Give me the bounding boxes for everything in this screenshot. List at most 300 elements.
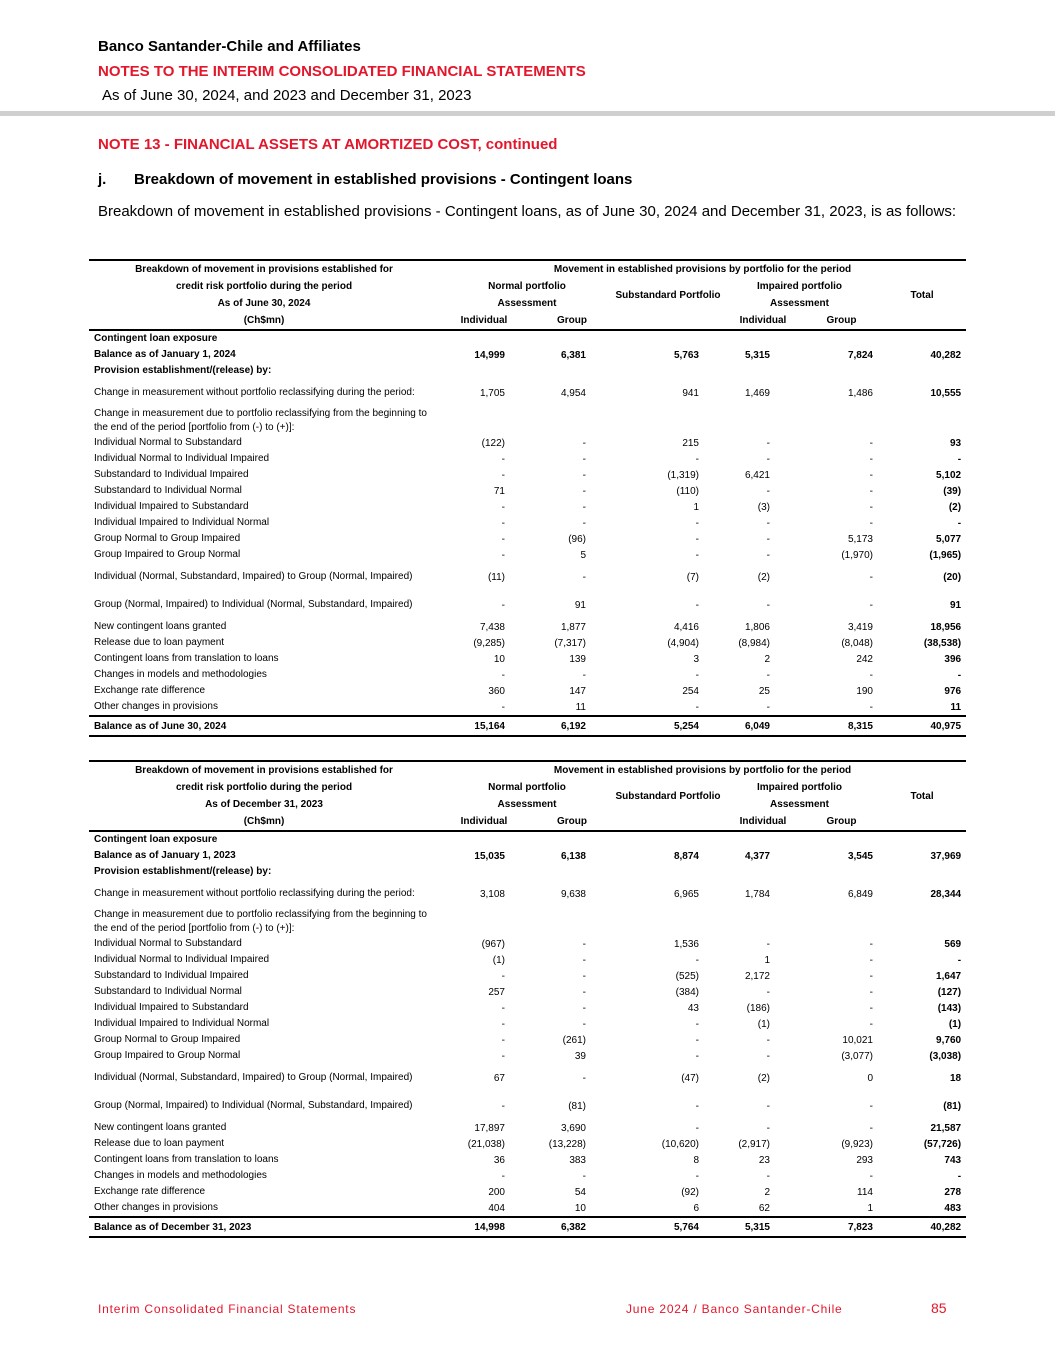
table-row	[89, 619, 966, 635]
row-label: Change in measurement due to portfolio reclassifying from the beginning to the end of the period [portfolio from (-) to (+)]:	[94, 408, 427, 433]
row-value	[721, 864, 805, 880]
row-label: Individual Normal to Individual Impaired	[94, 954, 270, 965]
table-row	[89, 379, 966, 407]
row-value: 396	[944, 653, 962, 665]
row-value	[721, 407, 805, 435]
row-value: -	[501, 970, 505, 982]
row-value: 3,108	[479, 888, 505, 900]
row-value	[439, 908, 529, 936]
row-value: -	[766, 1100, 770, 1112]
table-row	[89, 1092, 966, 1120]
row-value: -	[582, 453, 586, 465]
row-value	[721, 908, 805, 936]
row-value: (1)	[757, 1018, 770, 1030]
header-group: Group	[529, 312, 615, 330]
note-title: NOTE 13 - FINANCIAL ASSETS AT AMORTIZED COST, continued	[98, 136, 558, 153]
row-value: -	[582, 1002, 586, 1014]
header-normal-portfolio: Normal portfolio	[488, 281, 566, 292]
row-label: Other changes in provisions	[94, 701, 218, 712]
row-label: Contingent loan exposure	[94, 333, 218, 344]
section-letter: j.	[98, 171, 107, 188]
row-value: -	[766, 517, 770, 529]
row-label: Substandard to Individual Normal	[94, 485, 242, 496]
row-label: Group (Normal, Impaired) to Individual (Normal, Substandard, Impaired)	[94, 1100, 413, 1111]
row-value: -	[766, 986, 770, 998]
row-value: 28,344	[930, 888, 962, 900]
row-label: Release due to loan payment	[94, 637, 225, 648]
row-value: -	[582, 571, 586, 583]
row-value: (1,319)	[667, 469, 699, 481]
row-value: -	[766, 599, 770, 611]
header-blank	[878, 312, 966, 330]
row-value: 5,173	[847, 533, 873, 545]
row-value: 39	[574, 1050, 586, 1062]
header-row	[89, 260, 966, 278]
row-value: (8,984)	[738, 637, 770, 649]
table-row	[89, 635, 966, 651]
total-value: 40,975	[878, 716, 966, 736]
table-row	[89, 467, 966, 483]
row-value: 3	[693, 653, 699, 665]
row-value: -	[957, 453, 962, 465]
table-row	[89, 908, 966, 936]
row-value: -	[869, 1170, 873, 1182]
row-value: 6,138	[560, 850, 586, 862]
row-label: Contingent loans from translation to loans	[94, 653, 279, 664]
row-value: 6,421	[744, 469, 770, 481]
header-group-impaired: Group	[805, 312, 878, 330]
row-value: (7)	[686, 571, 699, 583]
row-value	[439, 864, 529, 880]
row-value	[805, 363, 878, 379]
table-row	[89, 984, 966, 1000]
row-value: 8	[693, 1154, 699, 1166]
table-row	[89, 1152, 966, 1168]
row-value: 36	[493, 1154, 505, 1166]
table-row	[89, 864, 966, 880]
row-value: (39)	[943, 485, 962, 497]
row-value: 3,419	[847, 621, 873, 633]
row-label: Individual Normal to Substandard	[94, 437, 242, 448]
header-divider	[0, 111, 1055, 116]
row-value: (127)	[937, 986, 962, 998]
row-label: Substandard to Individual Impaired	[94, 970, 249, 981]
table-row	[89, 1048, 966, 1064]
row-value: 1,486	[847, 387, 873, 399]
row-value: 6,381	[560, 349, 586, 361]
row-value: -	[869, 571, 873, 583]
row-value	[615, 330, 721, 347]
row-value: 200	[488, 1186, 505, 1198]
row-value: (261)	[562, 1034, 586, 1046]
row-value	[878, 407, 966, 435]
row-label: Group Impaired to Group Normal	[94, 549, 241, 560]
row-value: 10	[574, 1202, 586, 1214]
total-value: 14,998	[439, 1217, 529, 1237]
row-value: -	[695, 701, 699, 713]
row-value: 54	[574, 1186, 586, 1198]
row-label: Individual (Normal, Substandard, Impaired) to Group (Normal, Impaired)	[94, 1072, 413, 1083]
total-label: Balance as of June 30, 2024	[89, 716, 439, 736]
row-value: -	[766, 1050, 770, 1062]
row-value: -	[582, 669, 586, 681]
row-value: -	[582, 437, 586, 449]
row-value: -	[957, 669, 962, 681]
row-value: 1,647	[936, 970, 962, 982]
row-value: 147	[569, 685, 586, 697]
row-label: Provision establishment/(release) by:	[94, 866, 272, 877]
row-value: 2	[764, 653, 770, 665]
row-value	[529, 864, 615, 880]
row-value: -	[695, 533, 699, 545]
row-value: 2,172	[744, 970, 770, 982]
row-value: -	[582, 501, 586, 513]
table-row	[89, 1136, 966, 1152]
header-left-line1: Breakdown of movement in provisions established for	[89, 260, 439, 278]
row-value: 976	[944, 685, 962, 697]
row-value	[878, 908, 966, 936]
row-value: -	[957, 1170, 962, 1182]
row-value	[615, 908, 721, 936]
row-value: 1,705	[479, 387, 505, 399]
row-value: -	[766, 485, 770, 497]
row-value: -	[869, 986, 873, 998]
row-value: (11)	[487, 571, 505, 583]
total-value: 5,315	[721, 1217, 805, 1237]
table-row	[89, 363, 966, 379]
row-value: -	[869, 453, 873, 465]
row-label: Changes in models and methodologies	[94, 1170, 267, 1181]
row-label: Individual Impaired to Individual Normal	[94, 517, 270, 528]
row-value: 1,877	[560, 621, 586, 633]
row-value: (1)	[492, 954, 505, 966]
company-name: Banco Santander-Chile and Affiliates	[98, 38, 361, 55]
header-left-line4: (Ch$mn)	[89, 813, 439, 831]
header-assessment: Assessment	[497, 799, 557, 810]
row-value	[805, 864, 878, 880]
row-value: -	[766, 1034, 770, 1046]
row-value	[878, 864, 966, 880]
row-value: -	[766, 533, 770, 545]
intro-paragraph: Breakdown of movement in established provisions - Contingent loans, as of June 30, 2024 and December 31, 2023, is as follows:	[98, 203, 956, 220]
row-value: (967)	[481, 938, 505, 950]
row-label: Contingent loans from translation to loans	[94, 1154, 279, 1165]
row-value: 5,077	[936, 533, 962, 545]
table-row	[89, 1000, 966, 1016]
row-value: -	[695, 954, 699, 966]
row-value	[878, 330, 966, 347]
row-value: -	[869, 1018, 873, 1030]
row-value: -	[582, 1018, 586, 1030]
row-value: 62	[758, 1202, 770, 1214]
header-left-line2: credit risk portfolio during the period	[175, 782, 353, 793]
row-label: Substandard to Individual Impaired	[94, 469, 249, 480]
row-value: -	[869, 485, 873, 497]
table-row	[89, 1168, 966, 1184]
row-value: 93	[949, 437, 962, 449]
row-value: -	[766, 453, 770, 465]
row-label: Exchange rate difference	[94, 1186, 206, 1197]
row-value: 3,545	[847, 850, 873, 862]
footer-center: June 2024 / Banco Santander-Chile	[626, 1302, 843, 1316]
row-value: -	[501, 701, 505, 713]
row-value: 23	[758, 1154, 770, 1166]
row-value: (122)	[481, 437, 505, 449]
table-row	[89, 407, 966, 435]
row-value: (1,965)	[929, 549, 962, 561]
row-value: (13,228)	[548, 1138, 586, 1150]
row-value: -	[695, 599, 699, 611]
row-value: (81)	[568, 1100, 586, 1112]
row-value: -	[695, 1100, 699, 1112]
row-value	[721, 831, 805, 848]
row-value: -	[501, 1170, 505, 1182]
row-value	[615, 363, 721, 379]
table-row	[89, 347, 966, 363]
row-value: 215	[682, 437, 699, 449]
row-value: (525)	[675, 970, 699, 982]
footer-left: Interim Consolidated Financial Statements	[98, 1302, 357, 1316]
row-value: -	[695, 1018, 699, 1030]
row-value: -	[766, 1122, 770, 1134]
row-value: -	[695, 1170, 699, 1182]
header-group-impaired: Group	[805, 813, 878, 831]
row-value: 743	[944, 1154, 962, 1166]
row-value: 1	[867, 1202, 873, 1214]
header-blank	[878, 813, 966, 831]
row-value: (9,285)	[473, 637, 505, 649]
row-value: -	[869, 599, 873, 611]
header-individual-impaired: Individual	[721, 312, 805, 330]
section-title: Breakdown of movement in established provisions - Contingent loans	[134, 171, 633, 188]
row-value: 40,282	[930, 349, 962, 361]
header-individual: Individual	[439, 813, 529, 831]
row-value	[615, 407, 721, 435]
row-value	[529, 363, 615, 379]
row-value: 9,760	[936, 1034, 962, 1046]
table-row	[89, 699, 966, 716]
row-value: -	[695, 669, 699, 681]
row-value: 1	[693, 501, 699, 513]
row-value: -	[501, 453, 505, 465]
header-row	[89, 796, 966, 813]
total-value: 5,764	[615, 1217, 721, 1237]
row-value: (96)	[568, 533, 586, 545]
row-value: (10,620)	[661, 1138, 699, 1150]
provisions-table-june-2024	[89, 259, 966, 737]
table-row	[89, 667, 966, 683]
header-row	[89, 761, 966, 779]
total-value: 6,192	[529, 716, 615, 736]
row-value: 17,897	[474, 1122, 505, 1134]
header-group: Group	[529, 813, 615, 831]
header-assessment-impaired: Assessment	[770, 799, 829, 810]
header-total: Total	[910, 289, 934, 301]
row-label: Change in measurement without portfolio reclassifying during the period:	[94, 888, 415, 899]
header-impaired-portfolio: Impaired portfolio	[757, 782, 842, 793]
row-value: 278	[944, 1186, 962, 1198]
total-label: Balance as of December 31, 2023	[89, 1217, 439, 1237]
row-value: -	[501, 1034, 505, 1046]
row-value: 5,315	[744, 349, 770, 361]
row-label: Change in measurement due to portfolio reclassifying from the beginning to the end of the period [portfolio from (-) to (+)]:	[94, 909, 427, 934]
row-value: 404	[488, 1202, 505, 1214]
row-value: 11	[575, 701, 586, 713]
row-value: -	[501, 599, 505, 611]
row-value: 1,806	[744, 621, 770, 633]
row-value: -	[501, 1018, 505, 1030]
row-value: -	[869, 954, 873, 966]
row-label: Change in measurement without portfolio reclassifying during the period:	[94, 387, 415, 398]
total-value: 6,049	[721, 716, 805, 736]
row-value: (110)	[676, 485, 699, 497]
header-individual: Individual	[439, 312, 529, 330]
row-value: 1,784	[744, 888, 770, 900]
row-label: Other changes in provisions	[94, 1202, 218, 1213]
table-row	[89, 831, 966, 848]
row-value	[529, 330, 615, 347]
row-value: 10,021	[842, 1034, 873, 1046]
header-assessment: Assessment	[497, 298, 557, 309]
row-value: 10	[493, 653, 505, 665]
row-value: 8,874	[673, 850, 699, 862]
header-total: Total	[910, 790, 934, 802]
row-value: 190	[856, 685, 873, 697]
row-value: (1,970)	[841, 549, 873, 561]
row-value: -	[766, 549, 770, 561]
row-value: 6,965	[673, 888, 699, 900]
total-value: 7,823	[805, 1217, 878, 1237]
row-value: (3)	[757, 501, 770, 513]
header-blank	[615, 813, 721, 831]
row-value: -	[869, 1100, 873, 1112]
total-value: 15,164	[439, 716, 529, 736]
header-row	[89, 312, 966, 330]
row-value: -	[869, 517, 873, 529]
row-value: (186)	[746, 1002, 770, 1014]
row-value: -	[869, 469, 873, 481]
row-label: New contingent loans granted	[94, 621, 227, 632]
row-value: 1,469	[744, 387, 770, 399]
row-value: 4,416	[673, 621, 699, 633]
row-value	[721, 330, 805, 347]
row-label: Release due to loan payment	[94, 1138, 225, 1149]
row-value: -	[695, 1050, 699, 1062]
row-value: -	[695, 549, 699, 561]
header-left-line3: As of December 31, 2023	[205, 799, 323, 810]
row-value: -	[501, 517, 505, 529]
row-value: -	[582, 938, 586, 950]
row-label: Individual Impaired to Individual Normal	[94, 1018, 270, 1029]
row-value: 9,638	[560, 888, 586, 900]
total-value: 8,315	[805, 716, 878, 736]
row-value: -	[695, 453, 699, 465]
row-value: 569	[944, 938, 962, 950]
row-value: -	[582, 954, 586, 966]
row-value: 5,102	[936, 469, 962, 481]
row-value: -	[869, 501, 873, 513]
row-value	[805, 908, 878, 936]
row-value: -	[766, 669, 770, 681]
row-label: Substandard to Individual Normal	[94, 986, 242, 997]
table-row	[89, 435, 966, 451]
header-movement: Movement in established provisions by portfolio for the period	[439, 761, 966, 779]
row-value: -	[869, 938, 873, 950]
table-row	[89, 1032, 966, 1048]
row-value: -	[695, 517, 699, 529]
header-normal-portfolio: Normal portfolio	[488, 782, 566, 793]
table-row	[89, 499, 966, 515]
table-row	[89, 1016, 966, 1032]
row-value: -	[582, 517, 586, 529]
row-value: 254	[682, 685, 699, 697]
row-value: 14,999	[474, 349, 505, 361]
row-value: (7,317)	[554, 637, 586, 649]
header-substandard: Substandard Portfolio	[615, 790, 721, 802]
row-label: Provision establishment/(release) by:	[94, 365, 272, 376]
header-blank	[615, 312, 721, 330]
row-value: 18	[949, 1072, 962, 1084]
row-value: -	[501, 549, 505, 561]
row-value: 383	[569, 1154, 586, 1166]
row-value: -	[957, 517, 962, 529]
row-value: 0	[867, 1072, 873, 1084]
row-label: Individual Normal to Substandard	[94, 938, 242, 949]
as-of-date: As of June 30, 2024, and 2023 and December 31, 2023	[102, 87, 472, 104]
row-value: 257	[488, 986, 505, 998]
row-value: 25	[758, 685, 770, 697]
row-value	[529, 407, 615, 435]
row-value	[805, 831, 878, 848]
row-value: (8,048)	[841, 637, 873, 649]
row-value: -	[869, 437, 873, 449]
row-value: 37,969	[930, 850, 962, 862]
row-value: 21,587	[930, 1122, 962, 1134]
row-value: -	[582, 986, 586, 998]
row-value: 2	[764, 1186, 770, 1198]
row-value: -	[766, 938, 770, 950]
row-value: 483	[944, 1202, 962, 1214]
row-value: -	[957, 954, 962, 966]
header-impaired-portfolio: Impaired portfolio	[757, 281, 842, 292]
table-row	[89, 591, 966, 619]
section-heading	[98, 171, 632, 188]
row-value: 1	[764, 954, 770, 966]
total-row	[89, 1217, 966, 1237]
row-value: (1)	[948, 1018, 962, 1030]
row-value: 3,690	[560, 1122, 586, 1134]
notes-title: NOTES TO THE INTERIM CONSOLIDATED FINANCIAL STATEMENTS	[98, 63, 586, 80]
row-value: (2,917)	[738, 1138, 770, 1150]
row-value: 18,956	[930, 621, 962, 633]
row-value: -	[582, 1170, 586, 1182]
row-label: Balance as of January 1, 2024	[94, 349, 236, 360]
row-label: Individual Impaired to Substandard	[94, 1002, 249, 1013]
table-row	[89, 1184, 966, 1200]
table-row	[89, 1200, 966, 1217]
row-value	[439, 330, 529, 347]
row-value: (20)	[943, 571, 962, 583]
row-value: -	[501, 1002, 505, 1014]
table-row	[89, 515, 966, 531]
row-value: 293	[856, 1154, 873, 1166]
table-row	[89, 1120, 966, 1136]
row-value: 4,954	[560, 387, 586, 399]
row-value: -	[766, 437, 770, 449]
row-value: 15,035	[474, 850, 505, 862]
row-value: 114	[857, 1186, 873, 1198]
row-label: Individual Impaired to Substandard	[94, 501, 249, 512]
